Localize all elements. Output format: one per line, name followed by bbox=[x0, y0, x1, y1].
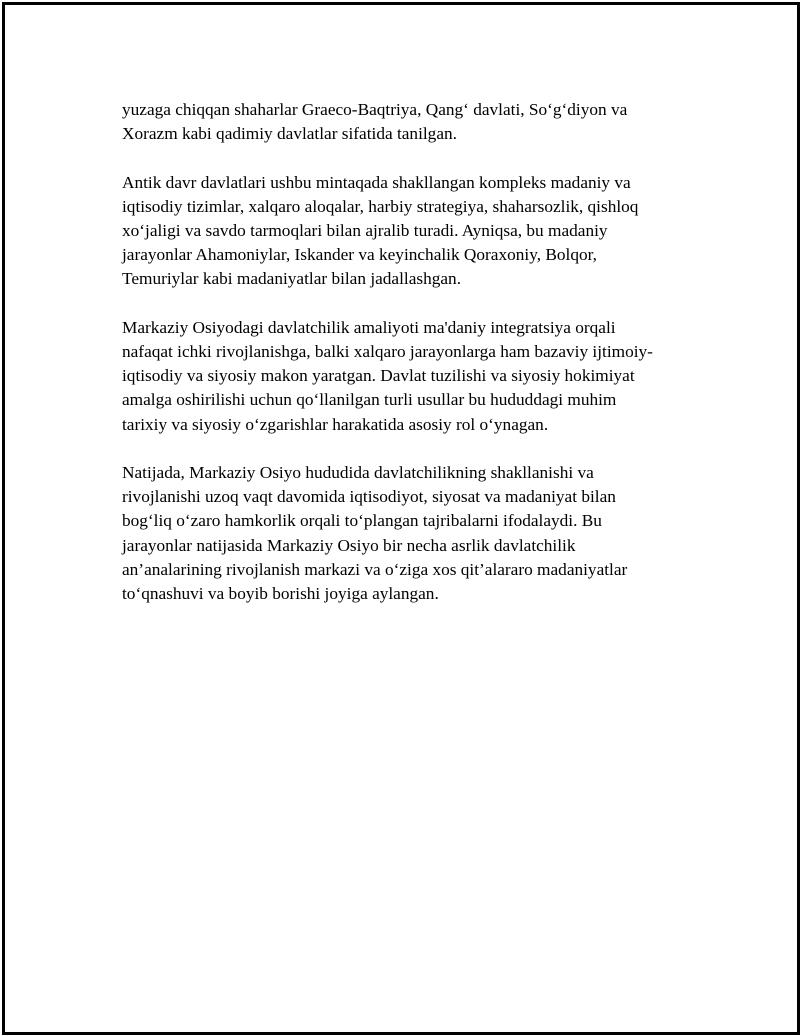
text-line: amalga oshirilishi uchun qo‘llanilgan turli usullar bu hududdagi muhim bbox=[122, 390, 617, 410]
paragraph-2 bbox=[122, 171, 692, 292]
paragraph-4 bbox=[122, 461, 692, 606]
text-line: iqtisodiy tizimlar, xalqaro aloqalar, harbiy strategiya, shaharsozlik, qishloq bbox=[122, 196, 639, 216]
text-line: nafaqat ichki rivojlanishga, balki xalqaro jarayonlarga ham bazaviy ijtimoiy- bbox=[122, 342, 653, 361]
text-line: to‘qnashuvi va boyib borishi joyiga aylangan. bbox=[122, 584, 439, 604]
text-line: an’analarining rivojlanish markazi va o‘ziga xos qit’alararo madaniyatlar bbox=[122, 559, 628, 579]
paragraph-1 bbox=[122, 98, 692, 146]
paragraph-3 bbox=[122, 316, 692, 437]
text-line: jarayonlar natijasida Markaziy Osiyo bir necha asrlik davlatchilik bbox=[122, 535, 576, 555]
text-line: Natijada, Markaziy Osiyo hududida davlatchilikning shakllanishi va bbox=[122, 463, 594, 482]
text-line: iqtisodiy va siyosiy makon yaratgan. Davlat tuzilishi va siyosiy hokimiyat bbox=[122, 366, 635, 386]
document-body bbox=[122, 98, 692, 630]
text-line: tarixiy va siyosiy o‘zgarishlar harakatida asosiy rol o‘ynagan. bbox=[122, 414, 549, 434]
text-line: jarayonlar Ahamoniylar, Iskander va keyinchalik Qoraxoniy, Bolqor, bbox=[122, 245, 597, 265]
text-line: yuzaga chiqqan shaharlar Graeco-Baqtriya, Qang‘ davlati, So‘g‘diyon va bbox=[122, 100, 628, 119]
page-frame bbox=[2, 2, 800, 1035]
text-line: bog‘liq o‘zaro hamkorlik orqali to‘plangan tajribalarni ifodalaydi. Bu bbox=[122, 511, 602, 531]
text-line: Temuriylar kabi madaniyatlar bilan jadallashgan. bbox=[122, 269, 462, 289]
text-line: rivojlanishi uzoq vaqt davomida iqtisodiyot, siyosat va madaniyat bilan bbox=[122, 487, 616, 507]
text-line: xo‘jaligi va savdo tarmoqlari bilan ajralib turadi. Ayniqsa, bu madaniy bbox=[122, 221, 608, 240]
text-line: Xorazm kabi qadimiy davlatlar sifatida tanilgan. bbox=[122, 124, 457, 144]
text-line: Antik davr davlatlari ushbu mintaqada shakllangan kompleks madaniy va bbox=[122, 172, 631, 192]
text-line: Markaziy Osiyodagi davlatchilik amaliyoti ma'daniy integratsiya orqali bbox=[122, 317, 616, 337]
